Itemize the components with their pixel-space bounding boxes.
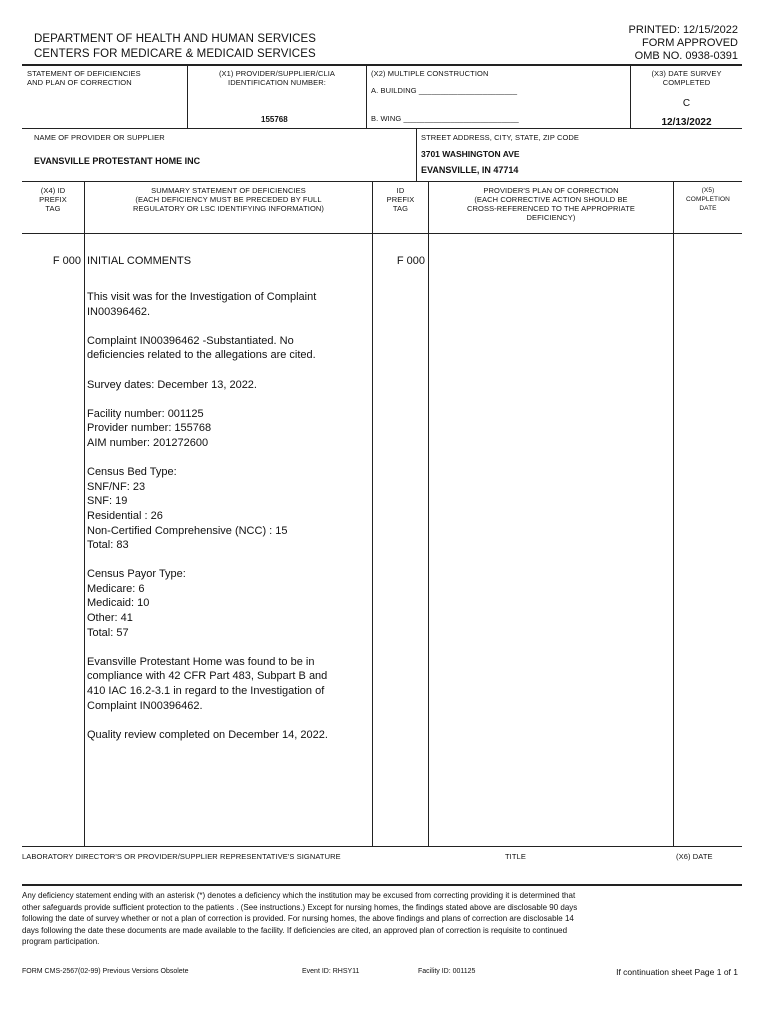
facility-id: Facility ID: 001125 xyxy=(418,968,476,975)
department-name: DEPARTMENT OF HEALTH AND HUMAN SERVICES xyxy=(34,33,317,45)
column-divider xyxy=(673,182,674,846)
header-bottom-border xyxy=(22,233,742,234)
id-header: ID PREFIX TAG xyxy=(386,186,415,213)
provider-id-number: 155768 xyxy=(261,115,288,124)
paragraph: Complaint IN00396462 -Substantiated. No deficiencies related to the allegations are cited. xyxy=(87,334,316,362)
paragraph: This visit was for the Investigation of Complaint IN00396462. xyxy=(87,291,317,318)
printed-date: PRINTED: 12/15/2022 xyxy=(628,24,738,36)
event-id: Event ID: RHSY11 xyxy=(302,968,360,975)
agency-header xyxy=(34,32,316,62)
paragraph: Quality review completed on December 14, 2022. xyxy=(87,728,328,741)
date-label: (X6) DATE xyxy=(676,852,713,861)
divider xyxy=(366,65,367,128)
entry-heading: INITIAL COMMENTS xyxy=(87,255,192,267)
signature-bottom-border xyxy=(22,884,742,886)
row-border xyxy=(22,181,742,182)
paragraph: Census Bed Type: SNF/NF: 23 SNF: 19 Residential : 26 Non-Certified Comprehensive (NCC) : 15 Total: 83 xyxy=(87,466,288,552)
entry-body xyxy=(87,290,369,757)
statement-label: STATEMENT OF DEFICIENCIES AND PLAN OF CORRECTION xyxy=(27,69,141,87)
summary-header: SUMMARY STATEMENT OF DEFICIENCIES (EACH DEFICIENCY MUST BE PRECEDED BY FULL REGULATORY OR LSC IDENTIFYING INFORMATION) xyxy=(132,186,325,213)
provider-name: EVANSVILLE PROTESTANT HOME INC xyxy=(34,156,201,166)
form-number: FORM CMS-2567(02-99) Previous Versions Obsolete xyxy=(22,968,189,975)
wing-field: B. WING ___________________________ xyxy=(371,114,519,123)
column-divider xyxy=(84,182,85,846)
right-prefix-tag: F 000 xyxy=(396,255,425,267)
agency-name: CENTERS FOR MEDICARE & MEDICAID SERVICES xyxy=(34,48,316,60)
form-approved: FORM APPROVED xyxy=(642,37,738,49)
disclaimer-text: Any deficiency statement ending with an asterisk (*) denotes a deficiency which the institution may be excused from correcting providing it is determined that other safeguards provide sufficient protection to the patients . (See instructions.) Except for nursing homes, the findings stated above are disclosable 90 days following the date of survey whether or not a plan of correction is provided. For nursing homes, the above findings and plans of correction are disclosable 14 days following the date these documents are made available to the facility. If deficiencies are cited, an approved plan of correction is requisite to continued program participation. xyxy=(22,891,578,947)
divider xyxy=(416,129,417,181)
survey-code: C xyxy=(682,98,691,109)
x5-header: (X5) COMPLETION DATE xyxy=(686,187,730,212)
survey-completed-date: 12/13/2022 xyxy=(661,117,712,128)
column-divider xyxy=(428,182,429,846)
street-address: 3701 WASHINGTON AVE xyxy=(421,149,520,159)
body-bottom-border xyxy=(22,846,742,847)
page-number: If continuation sheet Page 1 of 1 xyxy=(616,967,738,977)
plan-header: PROVIDER'S PLAN OF CORRECTION (EACH CORRECTIVE ACTION SHOULD BE CROSS-REFERENCED TO THE APPROPRIATE DEFICIENCY) xyxy=(467,186,635,222)
building-field: A. BUILDING _______________________ xyxy=(371,86,518,95)
city-state-zip: EVANSVILLE, IN 47714 xyxy=(421,165,519,175)
paragraph: Evansville Protestant Home was found to be in compliance with 42 CFR Part 483, Subpart B and 410 IAC 16.2-3.1 in regard to the Investigation of Complaint IN00396462. xyxy=(87,655,328,712)
left-prefix-tag: F 000 xyxy=(52,255,81,267)
x1-label: (X1) PROVIDER/SUPPLIER/CLIA IDENTIFICATION NUMBER: xyxy=(218,69,336,87)
provider-name-label: NAME OF PROVIDER OR SUPPLIER xyxy=(34,133,165,142)
signature-label: LABORATORY DIRECTOR'S OR PROVIDER/SUPPLIER REPRESENTATIVE'S SIGNATURE xyxy=(22,852,341,861)
address-label: STREET ADDRESS, CITY, STATE, ZIP CODE xyxy=(421,133,580,142)
top-border xyxy=(22,64,742,66)
x2-label: (X2) MULTIPLE CONSTRUCTION xyxy=(371,69,489,78)
x4-header: (X4) ID PREFIX TAG xyxy=(39,186,67,213)
column-divider xyxy=(372,182,373,846)
paragraph: Facility number: 001125 Provider number: 155768 AIM number: 201272600 xyxy=(87,407,212,449)
title-label: TITLE xyxy=(505,852,526,861)
paragraph: Survey dates: December 13, 2022. xyxy=(87,378,257,391)
paragraph: Census Payor Type: Medicare: 6 Medicaid: 10 Other: 41 Total: 57 xyxy=(87,568,186,639)
row-border xyxy=(22,128,742,129)
x3-label: (X3) DATE SURVEY COMPLETED xyxy=(651,69,722,87)
omb-number: OMB NO. 0938-0391 xyxy=(634,50,738,62)
form-approval-block xyxy=(629,24,738,63)
